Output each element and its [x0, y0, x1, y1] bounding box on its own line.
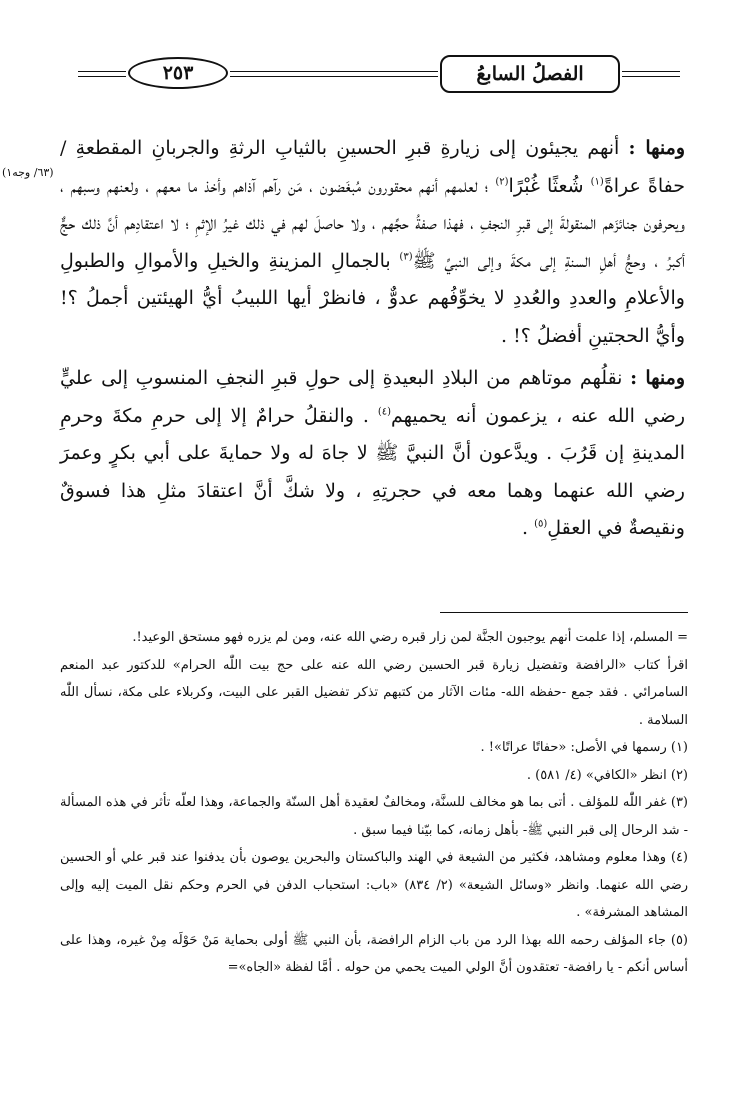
paragraph-text: أنهم يجيئون إلى زيارةِ قبرِ الحسينِ بالثيابِ الرثةِ والجربانِ المقطعةِ / حفاةً عراةً [60, 137, 685, 197]
paragraph [60, 360, 685, 548]
paragraph-lead: ومنها : [628, 137, 685, 159]
footnote-ref[interactable]: (٥) [534, 518, 548, 530]
footnote-ref[interactable]: (١) [590, 176, 604, 188]
chapter-title: الفصلُ السابعُ [440, 55, 620, 93]
manuscript-margin-reference: (٦٣/ وجه١) [2, 166, 54, 179]
paragraph-text: نقلُهم موتاهم من البلادِ البعيدةِ إلى حولِ قبرِ النجفِ المنسوبِ إلى عليٍّ رضي الله عنه ، يزعمون أنه يحميهم [60, 367, 686, 427]
footnote-ref[interactable]: (٤) [377, 406, 392, 418]
footnote: (١) رسمها في الأصل: «حفاتًا عراتًا»! . [480, 740, 688, 755]
footnote: (٥) جاء المؤلف رحمه الله بهذا الرد من باب الزام الرافضة، بأن النبي ﷺ أولى بحماية مَنْ حَوْلَه مِنْ غيره، وهذا على أساس أنكم - يا رافضة- تعتقدون أنَّ الولي الميت يحمي من حوله . أمَّا لفظة «الجاه»= [60, 932, 688, 975]
footnote-continuation: اقرأ كتاب «الرافضة وتفضيل زيارة قبر الحسين رضي الله عنه على حج بيت اللّٰه الحرام» للدكتور عبد المنعم السامرائي . فقد جمع -حفظه الله- مئات الآثار من كتبهم تذكر تفضيل القبر على البيت، وكربلاء على مكة، نسأل اللّٰه السلامة . [60, 657, 688, 728]
page-header [78, 55, 680, 99]
paragraph-lead: ومنها : [630, 367, 685, 389]
main-text [60, 130, 685, 548]
paragraph-text: . والنقلُ حرامٌ إلا إلى حرمِ مكةَ وحرمِ المدينةِ إن قَرُبَ . ويدَّعون أنَّ النبيَّ ﷺ لا جاهَ له ولا حمايةَ على أبي بكرٍ وعمرَ رضي الله عنهما وهما معه في حجرتِهِ ، ولا شكَّ أنَّ اعتقادَ مثلِ هذا فسوقٌ ونقيصةٌ في العقلِ [60, 404, 685, 539]
header-rule [622, 76, 680, 77]
header-rule [230, 76, 438, 77]
header-rule [622, 71, 680, 72]
footnote: (٢) انظر «الكافي» (٤/ ٥٨١) . [526, 767, 688, 783]
footnote-continuation: = المسلم، إذا علمت أنهم يوجبون الجنَّة لمن زار قبره رضي الله عنه، ومن لم يزره فهو مستحق الوعيد!. [132, 630, 688, 645]
paragraph-text: شُعثًا غُبْرًا [508, 174, 591, 197]
paragraph-text: ؛ لعلمهم أنهم محقورون مُبغَضون ، مَن رآهم آذاهم وأخذ ما معهم ، ولعنهم وسبهم ، ويحرفون جنائزَهم المنقولةَ إلى قبرِ النجفِ ، فهذا صفةُ حجِّهم ، ولا حاصلَ لهم في ذلك غيرُ الإثمِ ؛ لا اعتقادِهم أنَّ ذلك حجٌّ أكبرُ ، وحجُّ أهلِ السنةِ إلى مكةَ وإلى النبيِّ ﷺ [60, 174, 685, 272]
footnote: (٤) وهذا معلوم ومشاهد، فكثير من الشيعة في الهند والباكستان والبحرين يوصون بأن يدفنوا عند قبر علي أو الحسين رضي الله عنهما. وانظر «وسائل الشيعة» (٢/ ٨٣٤) «باب: استحباب الدفن في الحرم وحكم نقل الميت إليه وإلى المشاهد المشرفة» . [60, 850, 689, 920]
header-rule [78, 76, 126, 77]
footnote-ref[interactable]: (٣) [399, 251, 413, 263]
header-rule [78, 71, 126, 72]
footnote-ref[interactable]: (٢) [495, 176, 509, 188]
paragraph-text: بالجمالِ المزينةِ والخيلِ والأموالِ والطبولِ والأعلامِ والعددِ والعُددِ لا يخوِّفُهم عدوٌّ ، فانظرْ أيها اللبيبُ أيُّ الهيئتين أجملُ ؟! وأيُّ الحجتينِ أفضلُ ؟! . [60, 249, 685, 347]
footnotes [60, 624, 688, 982]
header-rule [230, 71, 438, 72]
footnote: (٣) غفر اللّٰه للمؤلف . أتى بما هو مخالف للسنَّة، ومخالفٌ لعقيدة أهل السنّة والجماعة، وهذا لعلّه تأثر في هذه المسألة - شد الرحال إلى قبر النبي ﷺ- بأهل زمانه، كما بيّنا فيما سبق . [60, 795, 688, 838]
page-number: ٢٥٣ [128, 57, 228, 89]
footnote-divider [440, 612, 688, 613]
paragraph [60, 130, 685, 355]
paragraph-text: . [522, 517, 535, 539]
